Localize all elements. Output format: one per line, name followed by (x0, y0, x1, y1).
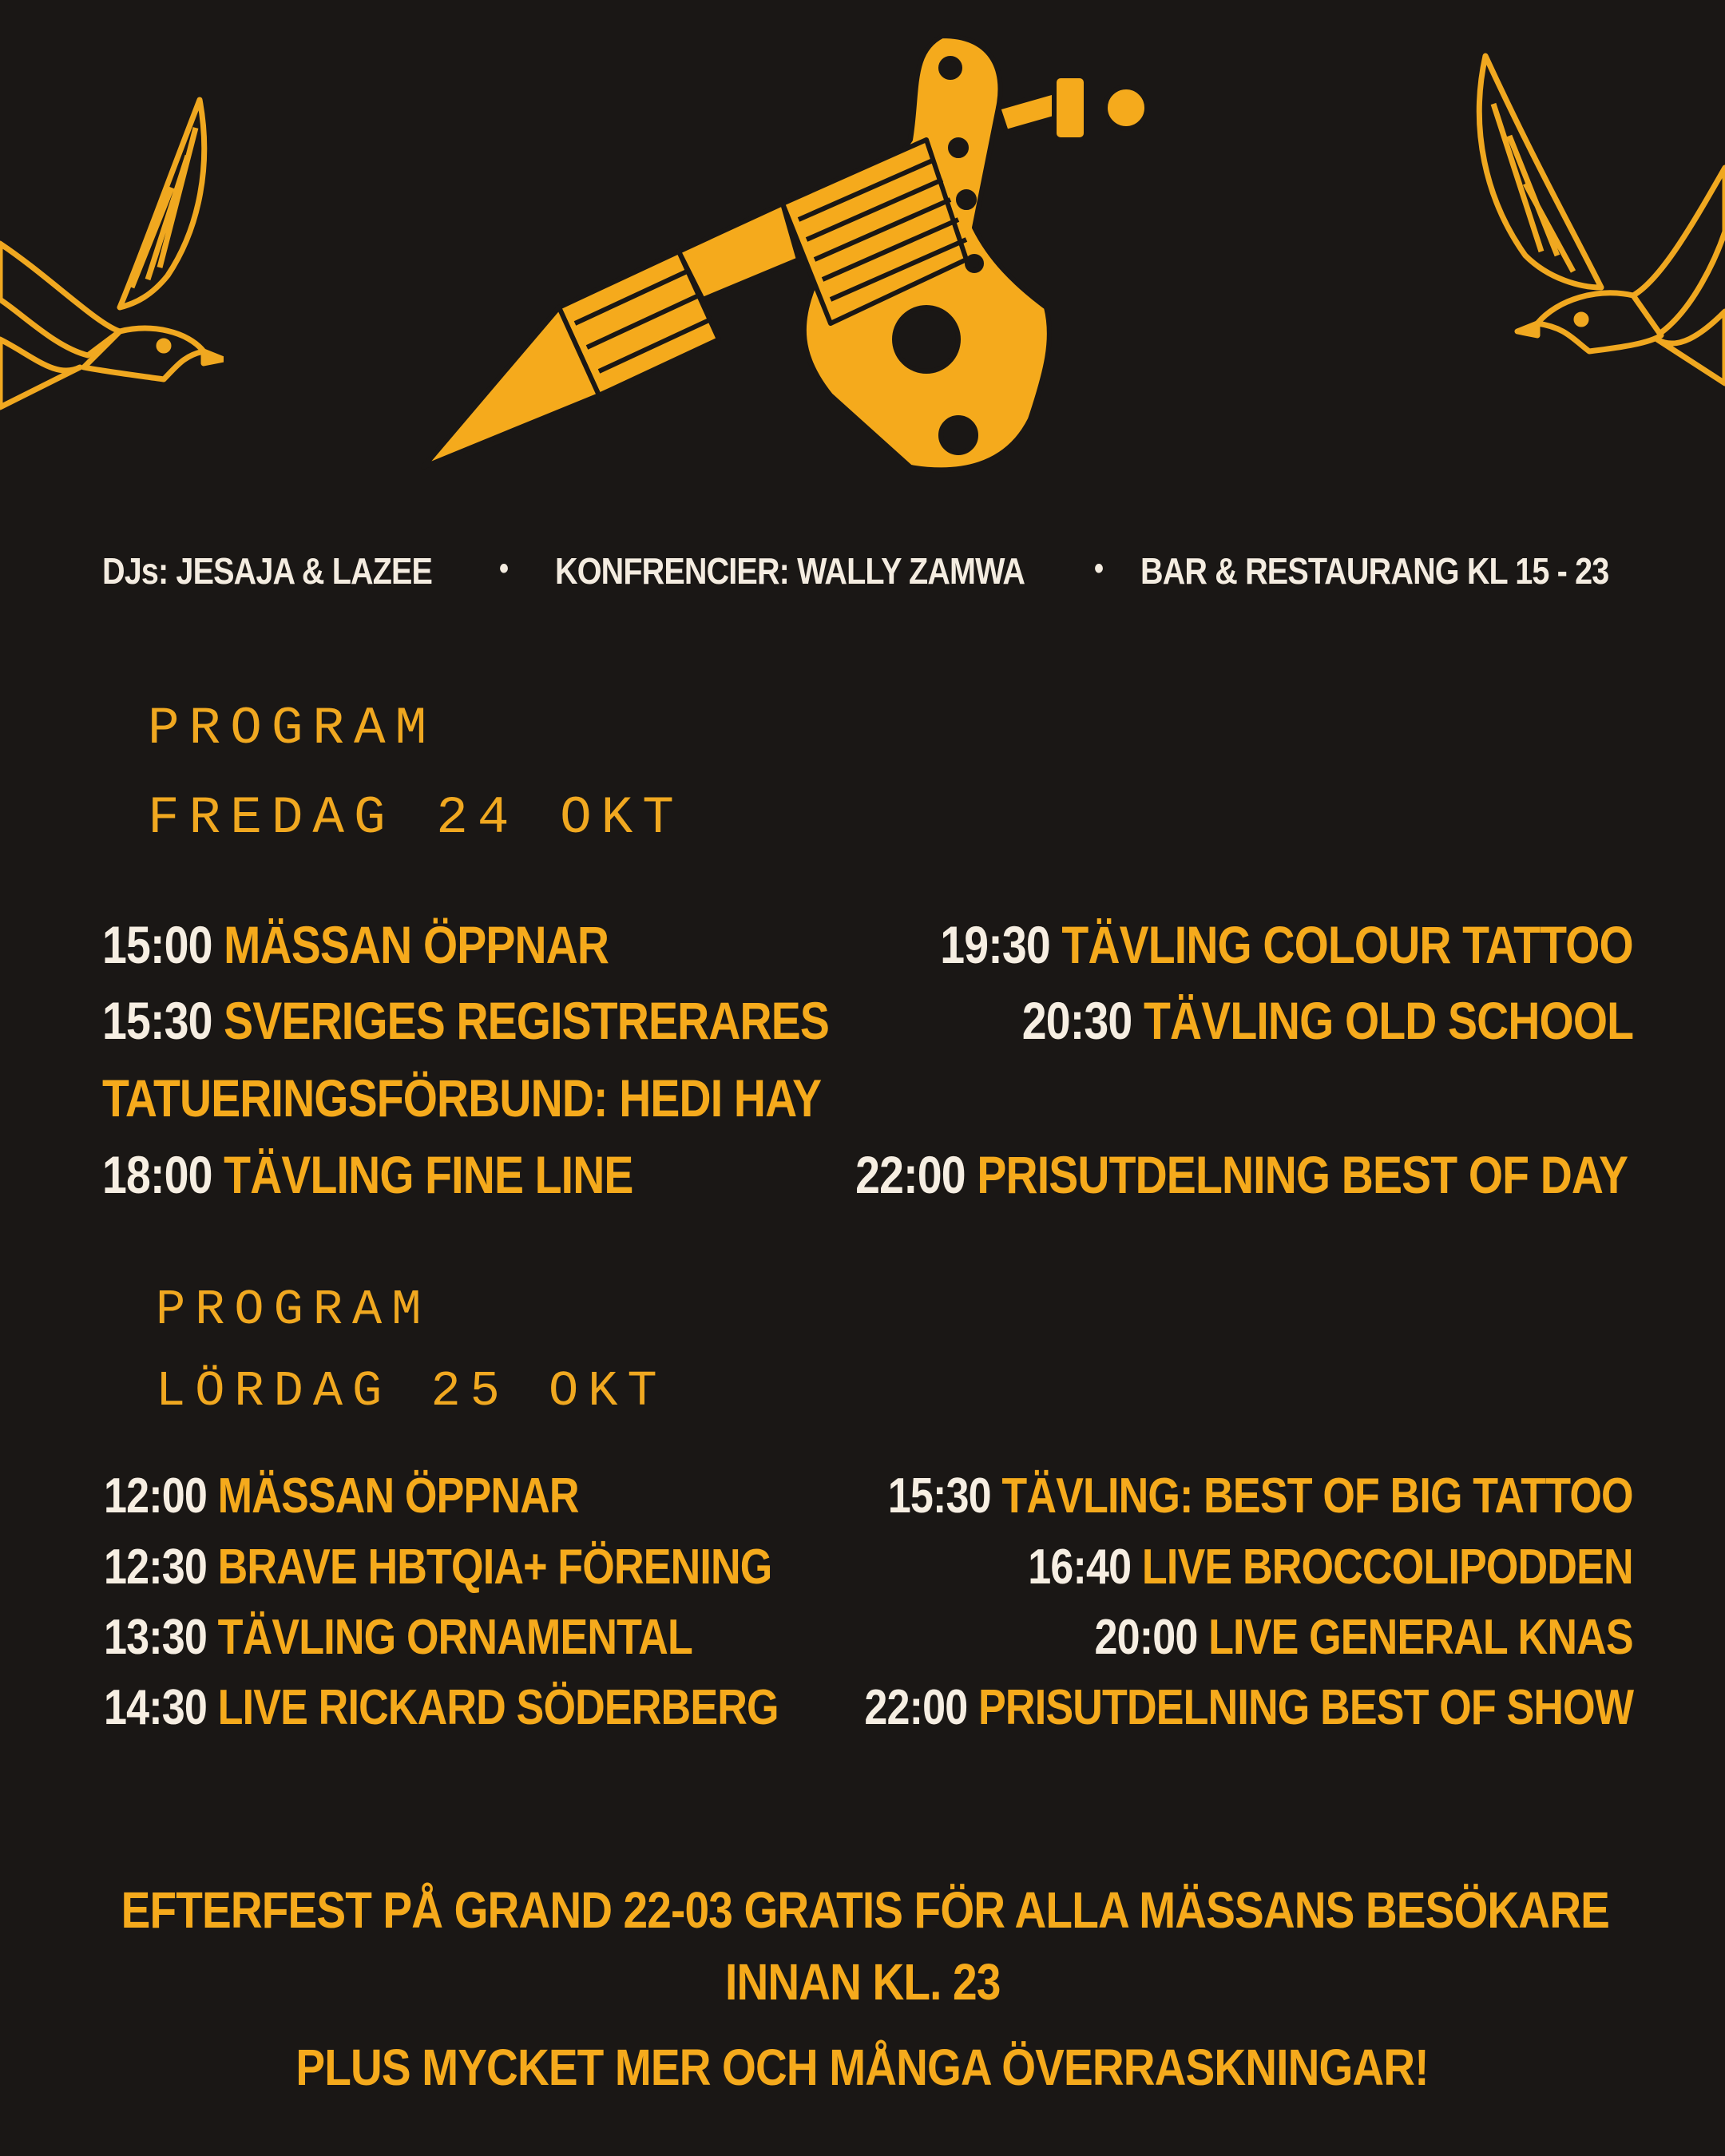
host-info: KONFRENCIER: WALLY ZAMWA (555, 550, 1025, 592)
afterparty-text: EFTERFEST PÅ GRAND 22-03 GRATIS FÖR ALLA MÄSSANS BESÖKARE (121, 1881, 1609, 1939)
afterparty-time-text: INNAN KL. 23 (724, 1953, 1001, 2011)
schedule-item: 18:00 TÄVLING FINE LINE (102, 1145, 633, 1204)
friday-date: FREDAG 24 OKT (148, 788, 684, 848)
bar-info: BAR & RESTAURANG KL 15 - 23 (1140, 550, 1609, 592)
schedule-item: 15:30 TÄVLING: BEST OF BIG TATTOO (888, 1468, 1633, 1524)
schedule-item: 12:30 BRAVE HBTQIA+ FÖRENING (104, 1540, 772, 1595)
schedule-item: 15:30 SVERIGES REGISTRERARES (102, 991, 830, 1050)
separator-bullet: • (499, 551, 509, 586)
info-bar (0, 549, 1725, 597)
schedule-item: 12:00 MÄSSAN ÖPPNAR (104, 1468, 579, 1524)
swallow-left-icon (0, 92, 224, 419)
schedule-item: 22:00 PRISUTDELNING BEST OF DAY (855, 1145, 1628, 1204)
schedule-item: 20:30 TÄVLING OLD SCHOOL (1021, 991, 1633, 1050)
schedule-item: TATUERINGSFÖRBUND: HEDI HAY (102, 1068, 822, 1128)
schedule-item: 19:30 TÄVLING COLOUR TATTOO (940, 915, 1633, 974)
schedule-item: 20:00 LIVE GENERAL KNAS (1094, 1610, 1633, 1665)
more-surprises-text: PLUS MYCKET MER OCH MÅNGA ÖVERRASKNINGAR! (295, 2039, 1430, 2096)
separator-bullet: • (1094, 551, 1104, 586)
friday-program-label: PROGRAM (148, 699, 437, 759)
saturday-date: LÖRDAG 25 OKT (156, 1363, 667, 1420)
saturday-program-label: PROGRAM (156, 1282, 431, 1338)
schedule-item: 14:30 LIVE RICKARD SÖDERBERG (104, 1680, 779, 1735)
schedule-item: 16:40 LIVE BROCCOLIPODDEN (1028, 1540, 1633, 1595)
schedule-item: 15:00 MÄSSAN ÖPPNAR (102, 915, 609, 974)
djs-info: DJs: JESAJA & LAZEE (102, 550, 433, 592)
schedule-item: 22:00 PRISUTDELNING BEST OF SHOW (864, 1680, 1633, 1735)
schedule-item: 13:30 TÄVLING ORNAMENTAL (104, 1610, 693, 1665)
swallow-right-icon (1461, 48, 1725, 391)
tattoo-machine-icon (415, 20, 1182, 475)
